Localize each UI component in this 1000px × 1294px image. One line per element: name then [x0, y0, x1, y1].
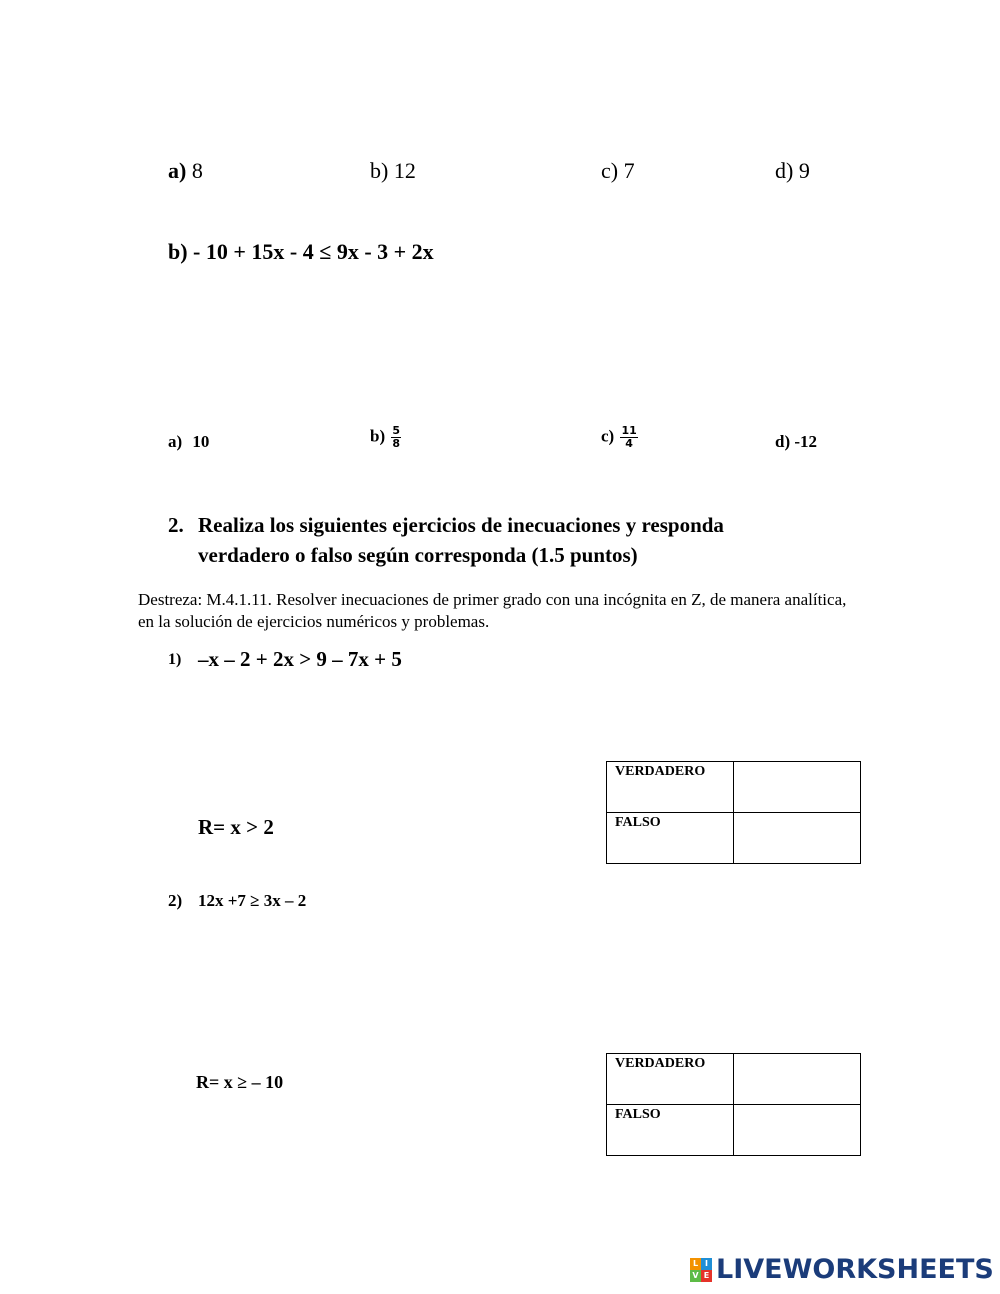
- exercise-1-expression: –x – 2 + 2x > 9 – 7x + 5: [198, 647, 402, 671]
- exercise-2-true-false-table: [606, 1053, 861, 1156]
- option-b-c-letter: c): [601, 426, 615, 446]
- option-c[interactable]: c) 7: [601, 158, 635, 183]
- option-a-letter: a): [168, 158, 187, 183]
- option-b-b-letter: b): [370, 426, 386, 446]
- logo-mark-l: L: [690, 1258, 701, 1270]
- option-b-a-value: 10: [192, 432, 210, 451]
- fraction-5-8: [391, 425, 401, 450]
- option-d[interactable]: d) 9: [775, 158, 810, 183]
- option-b-d[interactable]: d) -12: [775, 432, 818, 451]
- question-b-statement: b) - 10 + 15x - 4 ≤ 9x - 3 + 2x: [168, 239, 434, 264]
- true-answer-cell[interactable]: [734, 1054, 861, 1105]
- logo-mark-i: I: [701, 1258, 712, 1270]
- exercise-2-answer: R= x ≥ – 10: [196, 1072, 284, 1092]
- false-label: FALSO: [607, 813, 734, 864]
- destreza-text: Destreza: M.4.1.11. Resolver inecuaciones de primer grado con una incógnita en Z, de manera analítica, en la solución de ejercicios numéricos y problemas.: [138, 590, 847, 631]
- section-2-number: 2.: [168, 513, 184, 537]
- true-answer-cell[interactable]: [734, 762, 861, 813]
- false-answer-cell[interactable]: [734, 1105, 861, 1156]
- section-2-title-line2: verdadero o falso según corresponda (1.5 puntos): [198, 543, 638, 567]
- exercise-1-true-false-table: [606, 761, 861, 864]
- option-a-value: 8: [191, 158, 203, 183]
- false-answer-cell[interactable]: [734, 813, 861, 864]
- option-b[interactable]: b) 12: [370, 158, 416, 183]
- fraction-denominator: 8: [392, 437, 401, 450]
- logo-text: LIVEWORKSHEETS: [716, 1254, 994, 1285]
- exercise-2-number: 2): [168, 891, 183, 910]
- fraction-11-4: [620, 425, 637, 450]
- exercise-1-number: 1): [168, 651, 182, 668]
- fraction-numerator: 5: [392, 424, 401, 437]
- logo-mark-icon: [690, 1258, 712, 1282]
- option-b-c[interactable]: [601, 425, 638, 450]
- true-label: VERDADERO: [607, 1054, 734, 1105]
- section-2-title-line1: Realiza los siguientes ejercicios de inecuaciones y responda: [198, 513, 724, 537]
- liveworksheets-logo[interactable]: [690, 1254, 994, 1285]
- option-b-a[interactable]: [168, 432, 209, 452]
- fraction-denominator: 4: [625, 437, 633, 450]
- option-b-b[interactable]: [370, 425, 401, 450]
- logo-mark-v: V: [690, 1270, 701, 1282]
- fraction-numerator: 11: [621, 424, 637, 437]
- exercise-2-expression: 12x +7 ≥ 3x – 2: [198, 891, 307, 910]
- option-a[interactable]: [168, 158, 203, 184]
- exercise-1-answer: R= x > 2: [198, 815, 274, 839]
- option-b-a-letter: a): [168, 432, 183, 451]
- true-label: VERDADERO: [607, 762, 734, 813]
- false-label: FALSO: [607, 1105, 734, 1156]
- logo-mark-e: E: [701, 1270, 712, 1282]
